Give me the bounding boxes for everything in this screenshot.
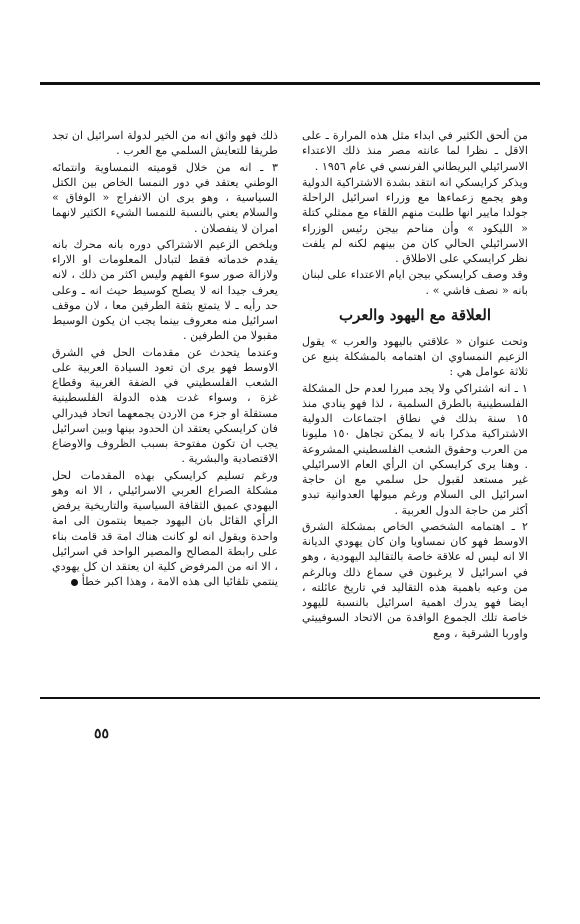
paragraph: ٣ ـ انه من خلال قوميته النمساوية وانتمائه الوطني يعتقد في دور النمسا الخاص بين الكتل السياسية ، وهو يرى ان الانفراج « الوفاق » والسلام يعني بالنسبة للنمسا الشيء الكثير لانهما امران لا ينفصلان .	[52, 160, 278, 235]
paragraph: ويلخص الزعيم الاشتراكي دوره بانه محرك بانه يقدم خدماته فقط لتبادل المعلومات او الاراء ولازالة صور سوء الفهم وليس اكثر من ذلك ، لانه يعرف جيدا انه لا يصلح كوسيط حيث انه ـ وعلى حد رأيه ـ لا يتمتع بثقة الطرفين معا ، لان موقف اسرائيل منه معروف بينما يجب ان يكون الوسيط مقبولا من الطرفين .	[52, 237, 278, 343]
bottom-rule	[40, 697, 540, 699]
article-column-right	[302, 128, 528, 642]
paragraph: ١ ـ انه اشتراكي ولا يجد مبررا لعدم حل المشكلة الفلسطينية بالطرق السلمية ، لذا فهو ينادي منذ ١٥ سنة بذلك في نطاق اجتماعات الدولية الاشتراكية مذكرا بانه لا يمكن تجاهل ١٥٠ مليونا من العرب وحقوق الشعب الفلسطيني المشروعة . وهنا يرى كرايسكي ان الرأي العام الاسرائيلي غير مستعد لقبول حل سلمي مع ان حاجة اسرائيل الى السلام ورغم ميولها العدوانية تبدو أكثر من حاجة الدول العربية .	[302, 381, 528, 517]
paragraph: ٢ ـ اهتمامه الشخصي الخاص بمشكلة الشرق الاوسط فهو كان نمساويا وان كان يهودي الديانة الا انه ليس له علاقة خاصة بالتقاليد اليهودية ، وهو في اسرائيل لا يرغبون في سماع ذلك وبالرغم من وعيه باهمية هذه التقاليد في تاريخ عائلته ، ايضا فهو يدرك اهمية اسرائيل بالنسبة لليهود خاصة تلك الجموع الوافدة من الاتحاد السوفييتي واوربا الشرقية ، ومع	[302, 519, 528, 640]
paragraph: من ألحق الكثير في ابداء مثل هذه المرارة ـ على الاقل ـ نظرا لما عانته مصر منذ ذلك الاعتداء الاسرائيلي البريطاني الفرنسي في عام ١٩٥٦ .	[302, 129, 528, 173]
paragraph: وعندما يتحدث عن مقدمات الحل في الشرق الاوسط فهو يرى ان تعود السيادة العربية على الشعب الفلسطيني في الضفة الغربية وقطاع غزة ، وسواء غدت هذه الدولة الفلسطينية مستقلة او جزء من الاردن يجمعهما اتحاد فيدرالي فان كرايسكي يعتقد ان الحدود بينها وبين اسرائيل يجب ان تكون مفتوحة بسبب الظروف والاوضاع الاقتصادية والبشرية .	[52, 345, 278, 466]
section-heading: العلاقة مع اليهود والعرب	[338, 305, 492, 324]
paragraph: وقد وصف كرايسكي بيجن ايام الاعتداء على لبنان بانه « نصف فاشي » .	[302, 268, 528, 297]
paragraph: ويذكر كرايسكي انه انتقد بشدة الاشتراكية الدولية وهو يجمع زعماءها مع وزراء اسرائيل الراحلة جولدا مايير انها طلبت منهم اللقاء مع ممثلي كتلة « الليكود » وأن مناحم بيجن رئيس الوزراء الاسرائيلي الحالي كان من بينهم لكنه لم يلفت نظر كرايسكي على الاطلاق .	[302, 175, 528, 265]
paragraph: ذلك فهو واثق انه من الخير لدولة اسرائيل ان تجد طريقا للتعايش السلمي مع العرب .	[52, 129, 278, 158]
paragraph-text: ورغم تسليم كرايسكي بهذه المقدمات لحل مشكلة الصراع العربي الاسرائيلي ، الا انه وهو اليهودي عميق الثقافة السياسية والتاريخية يرفض الرأي القائل بان اليهود جميعا ينتمون الى امة واحدة ويقول انه لو كانت هناك امة قد قامت بناء على رابطة المصالح والمصير الواحد في اسرائيل ، الا انه من المرفوض كلية ان يعتقد ان كل يهودي ينتمي تلقائيا الى هذه الامة ، وهذا اكبر خطأ	[52, 468, 278, 589]
top-rule	[40, 82, 540, 85]
article-column-left	[52, 128, 278, 591]
page-number: ٥٥	[94, 726, 110, 742]
paragraph	[52, 468, 278, 590]
end-of-article-icon	[71, 579, 78, 586]
paragraph: وتحت عنوان « علاقتي باليهود والعرب » يقول الزعيم النمساوي ان اهتمامه بالمشكلة ينبع عن ثلاثة عوامل هي :	[302, 334, 528, 379]
